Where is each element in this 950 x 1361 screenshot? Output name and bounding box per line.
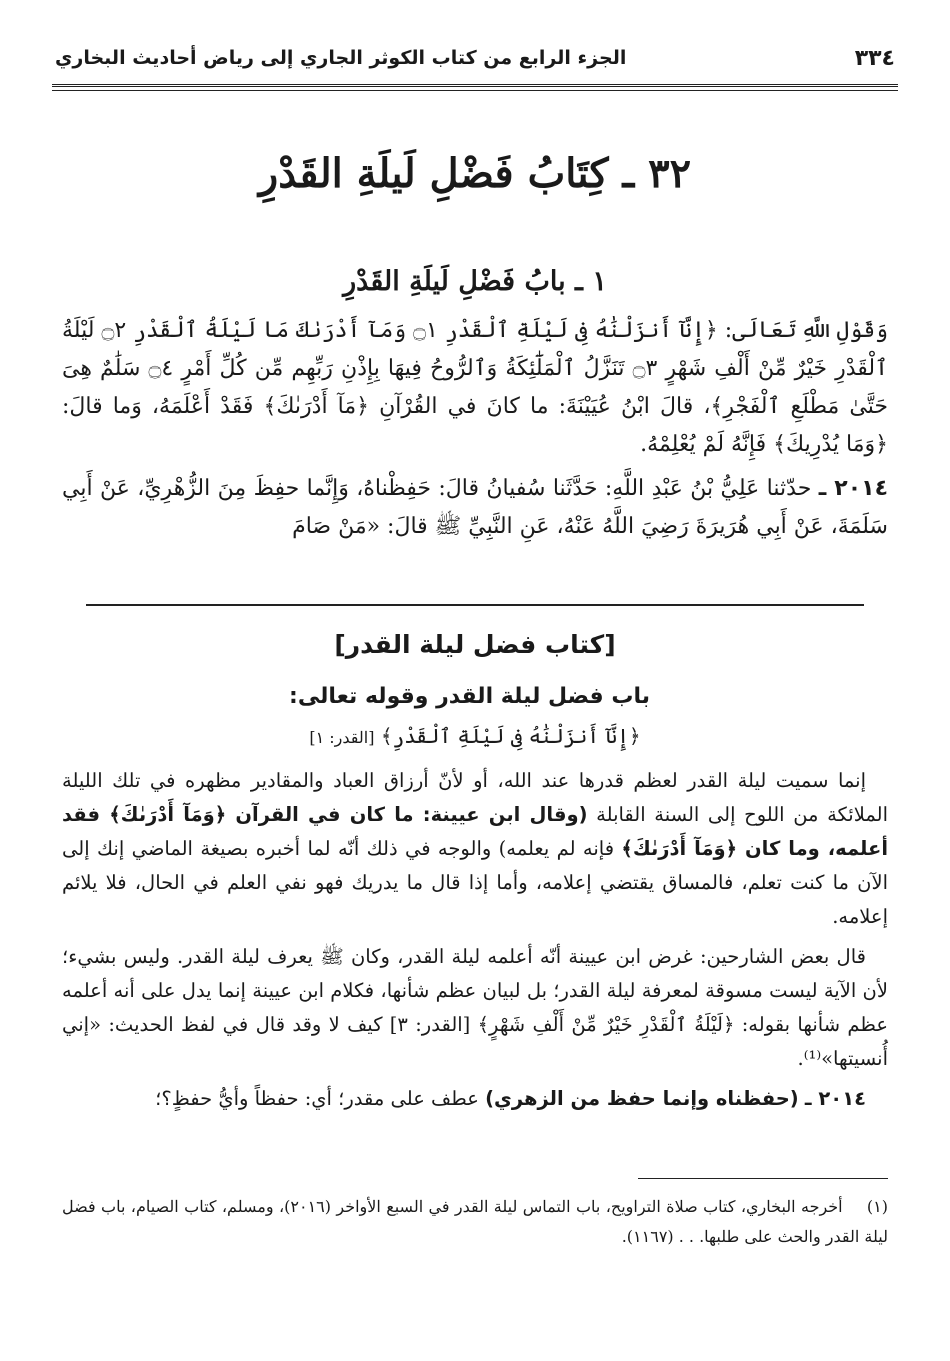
commentary-paragraph-1 [62, 764, 888, 934]
commentary-p3-text: عطف على مقدر؛ أي: حفظاً وأيُّ حفظٍ؟؛ [155, 1087, 479, 1110]
footnote-marker: (١) [866, 1197, 889, 1216]
verse-quote [0, 724, 950, 748]
commentary-paragraph-2: قال بعض الشارحين: غرض ابن عيينة أنّه أعلمه ليلة القدر، وكان ﷺ يعرف ليلة القدر. وليس بشيء؛ لأن الآية ليست مسوقة لمعرفة ليلة القدر؛ بل لبيان عظم شأنها، فكلام ابن عيينة إنما يدل على أنه أعلمه عظم شأنها بقوله: ﴿لَيْلَةُ ٱلْقَدْرِ خَيْرٌ مِّنْ أَلْفِ شَهْرٍ﴾ [القدر: ٣] كيف لا وقد قال في لفظ الحديث: «إني أُنسيتها»⁽¹⁾. [62, 945, 888, 1070]
section-divider [86, 604, 864, 606]
hadith-text-block [62, 312, 888, 546]
footnote-text: أخرجه البخاري، كتاب صلاة التراويح، باب التماس ليلة القدر في السبع الأواخر (٢٠١٦)، ومسلم، كتاب الصيام، باب فضل ليلة القدر والحث على طلبها. . . (١١٦٧). [62, 1197, 888, 1246]
running-header [55, 38, 895, 78]
footnotes [62, 1192, 888, 1252]
footnote-item [62, 1192, 888, 1252]
hadith-paragraph [62, 470, 888, 546]
verse-text: ﴿إِنَّآ أَنزَلْنَٰهُ فِى لَيْلَةِ ٱلْقَدْرِ﴾ [380, 724, 641, 748]
hadith-number: ٢٠١٤ ـ [818, 476, 889, 501]
page-number: ٣٣٤ [854, 45, 895, 71]
hadith-body: حدّثنا عَلِيُّ بْنُ عَبْدِ اللَّهِ: حَدَّثَنا سُفيانُ قالَ: حَفِظْناهُ، وَإِنَّما حفِظَ مِنَ الزُّهْرِيِّ، عَنْ أَبِي سَلَمَةَ، عَنْ أَبِي هُرَيرَةَ رَضِيَ اللَّهُ عَنْهُ، عَنِ النَّبِيِّ ﷺ قالَ: «مَنْ صَامَ [62, 476, 888, 539]
commentary-p1-text-a: إنما سميت ليلة القدر لعظم قدرها عند الله، أو لأنّ أرزاق العباد والمقادير مظهره في تلك الليلة الملائكة من اللوح إلى السنة القابلة [62, 769, 888, 826]
commentary-p3-quote: (حفظناه وإنما حفظ من الزهري) [485, 1087, 799, 1110]
header-divider [52, 84, 898, 91]
commentary-p1-text-b: فإنه لم يعلمه) والوجه في ذلك أنّه لما أخبره بصيغة الماضي إنك إلى الآن ما كنت تعلم، فالمساق يقتضي إعلامه، وأما إذا قال ما يدريك فهو نفي العلم في الحال، فلا يلائم إعلامه. [62, 837, 888, 928]
running-header-title: الجزء الرابع من كتاب الكوثر الجاري إلى رياض أحاديث البخاري [55, 47, 627, 69]
commentary-paragraph-3 [62, 1082, 888, 1116]
commentary-p3-number: ٢٠١٤ ـ [804, 1087, 866, 1110]
commentary-p1-quote: (وقال ابن عيينة: ما كان في القرآن ﴿وَمَآ أَدْرَىٰكَ﴾ فقد أعلمه، وما كان ﴿وَمَآ أَدْرَىٰكَ﴾ [62, 803, 889, 860]
book-title: ٣٢ ـ كِتَابُ فَضْلِ لَيلَةِ القَدْرِ [258, 150, 692, 197]
verse-reference: [القدر: ١] [309, 728, 375, 747]
chapter-title: ١ ـ بابُ فَضْلِ لَيلَةِ القَدْرِ [343, 266, 607, 297]
footnote-divider [638, 1178, 888, 1179]
commentary-subheading: باب فضل ليلة القدر وقوله تعالى: [289, 684, 650, 709]
commentary-text-block [62, 764, 888, 1116]
commentary-title: [كتاب فضل ليلة القدر] [334, 630, 616, 659]
chapter-intro-paragraph: وَقَوْلِ اللَّهِ تَعَالَى: ﴿إِنَّآ أَنزَلْنَٰهُ فِى لَيْلَةِ ٱلْقَدْرِ ۝١ وَمَآ أَدْرَىٰكَ مَا لَيْلَةُ ٱلْقَدْرِ ۝٢ لَيْلَةُ ٱلْقَدْرِ خَيْرٌ مِّنْ أَلْفِ شَهْرٍ ۝٣ تَنَزَّلُ ٱلْمَلَٰٓئِكَةُ وَٱلرُّوحُ فِيهَا بِإِذْنِ رَبِّهِم مِّن كُلِّ أَمْرٍ ۝٤ سَلَٰمٌ هِىَ حَتَّىٰ مَطْلَعِ ٱلْفَجْرِ﴾، قالَ ابْنُ عُيَيْنَةَ: ما كانَ في القُرْآنِ ﴿مَآ أَدْرَىٰكَ﴾ فَقَدْ أَعْلَمَهُ، وَما قالَ: ﴿وَمَا يُدْرِيكَ﴾ فَإِنَّهُ لَمْ يُعْلِمْهُ. [62, 318, 889, 457]
